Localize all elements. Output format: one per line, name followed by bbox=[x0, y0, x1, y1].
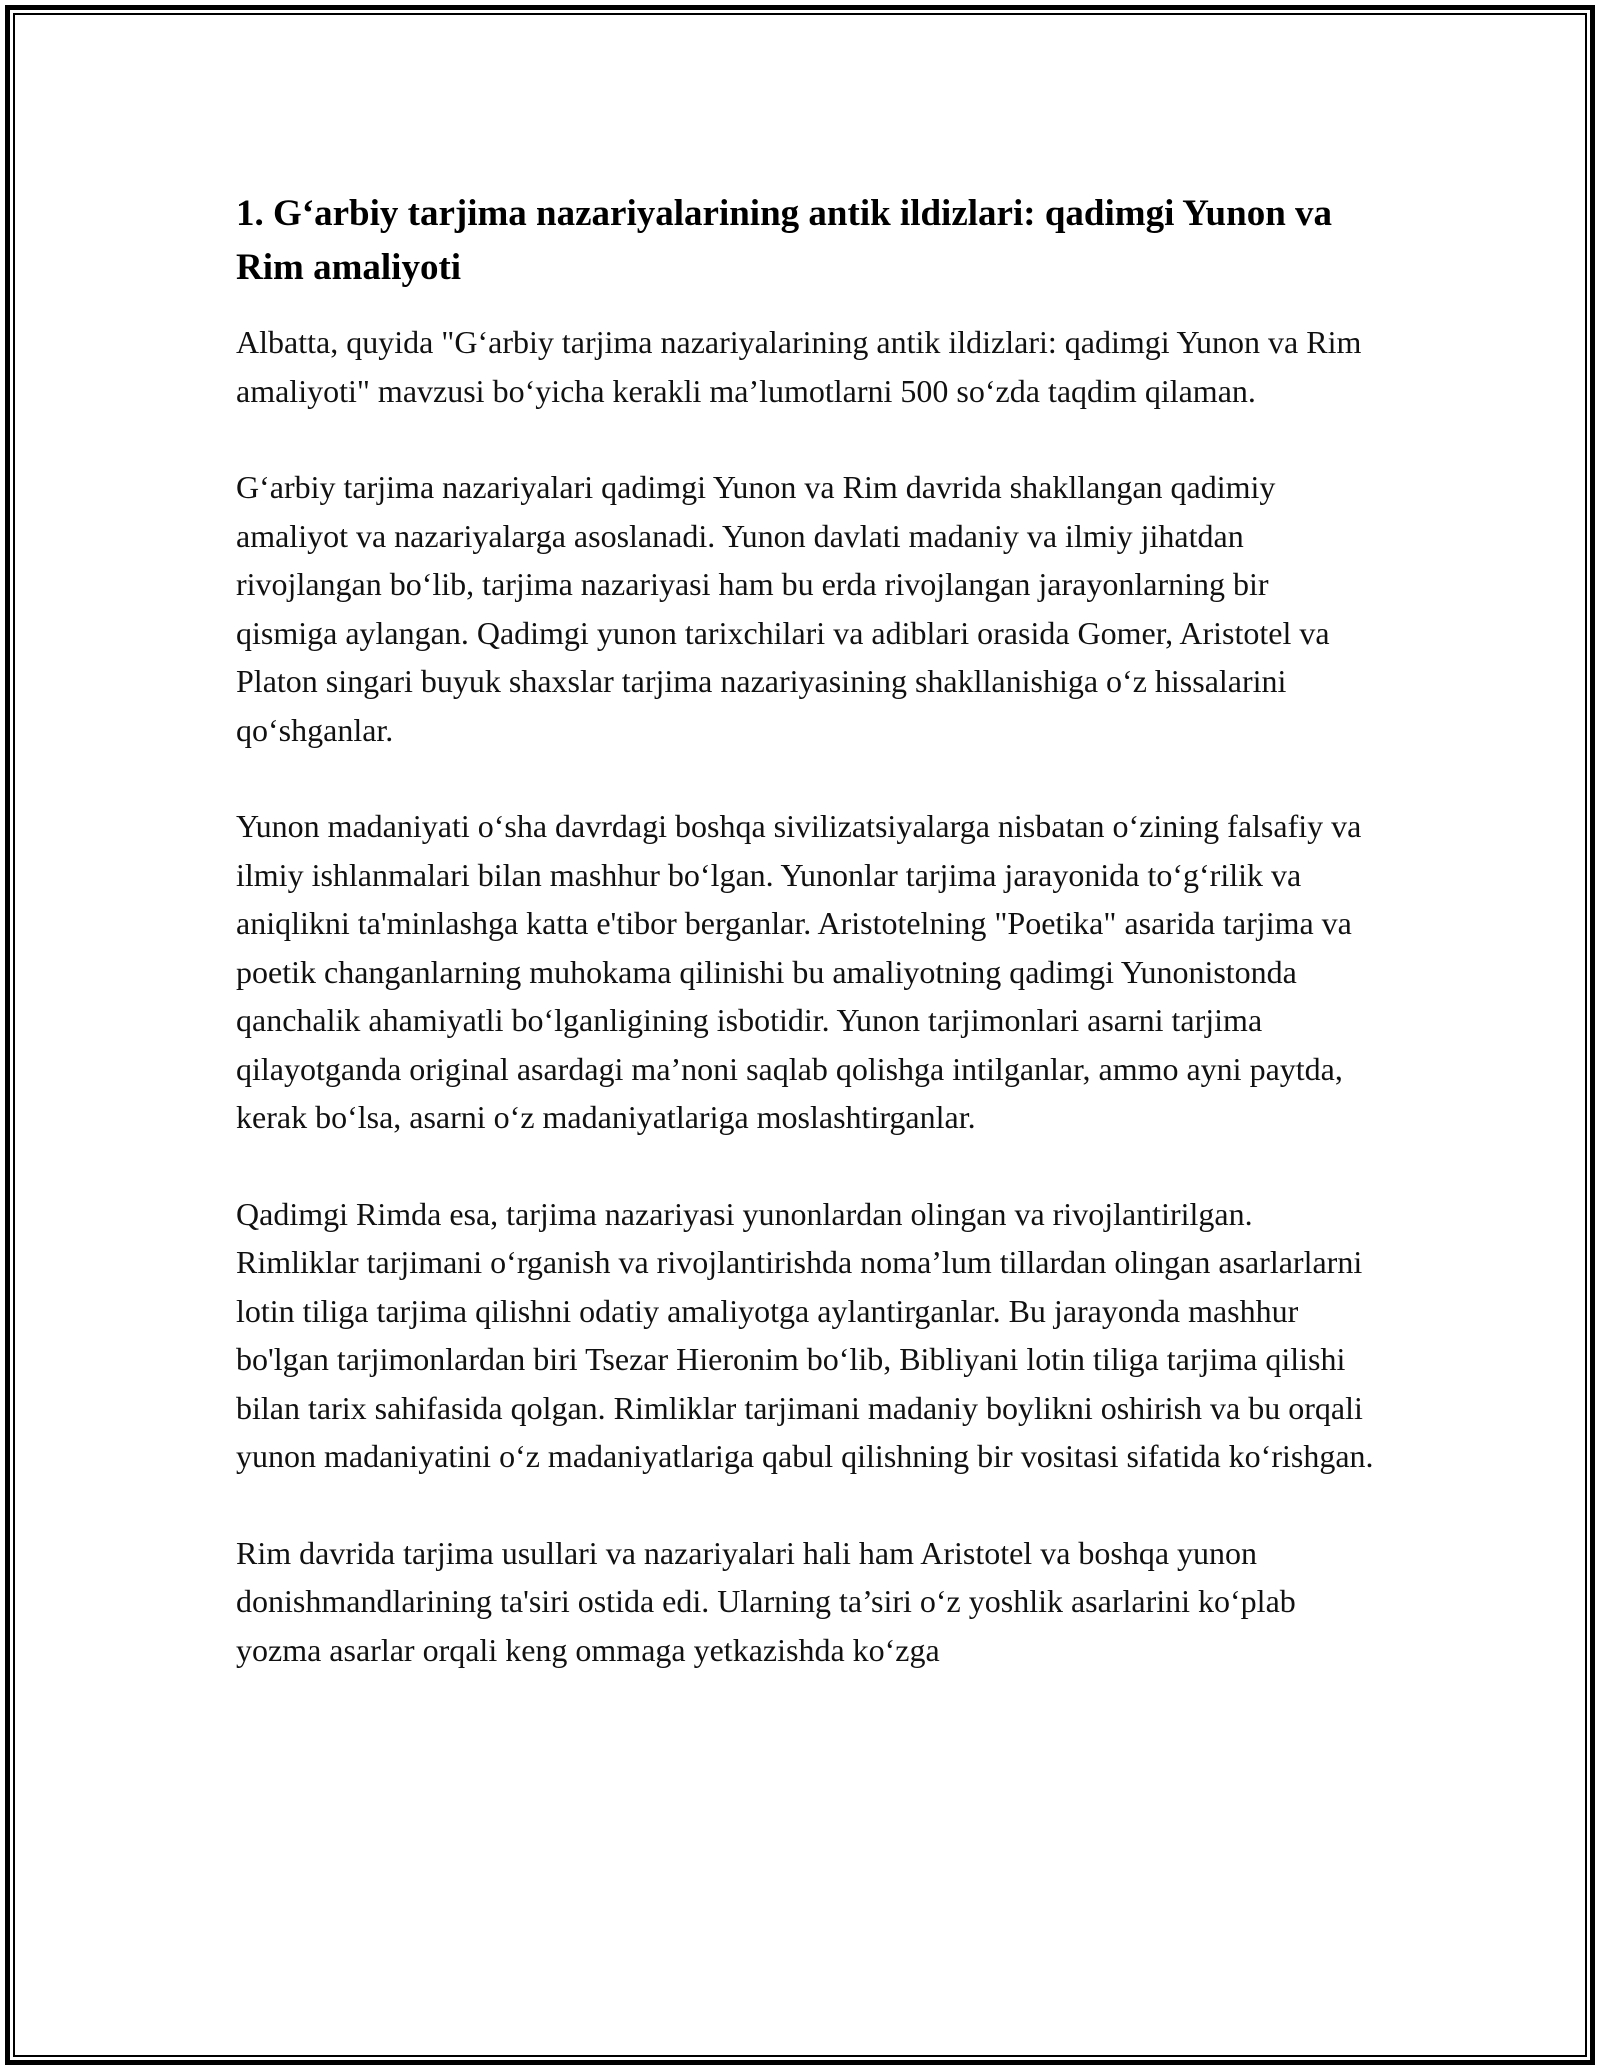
paragraph-ancient-rome: Qadimgi Rimda esa, tarjima nazariyasi yunonlardan olingan va rivojlantirilgan. Rimliklar tarjimani o‘rganish va rivojlantirishda noma’lum tillardan olingan asarlarlarni lotin tiliga tarjima qilishni odatiy amaliyotga aylantirganlar. Bu jarayonda mashhur bo'lgan tarjimonlardan biri Tsezar Hieronim bo‘lib, Bibliyani lotin tiliga tarjima qilishi bilan tarix sahifasida qolgan. Rimliklar tarjimani madaniy boylikni oshirish va bu orqali yunon madaniyatini o‘z madaniyatlariga qabul qilishning bir vositasi sifatida ko‘rishgan. bbox=[236, 1195, 1374, 1474]
paragraph-greek-culture: Yunon madaniyati o‘sha davrdagi boshqa sivilizatsiyalarga nisbatan o‘zining falsafiy va ilmiy ishlanmalari bilan mashhur bo‘lgan. Yunonlar tarjima jarayonida to‘g‘rilik va aniqlikni ta'minlashga katta e'tibor berganlar. Aristotelning "Poetika" asarida tarjima va poetik changanlarning muhokama qilinishi bu amaliyotning qadimgi Yunonistonda qanchalik ahamiyatli bo‘lganligining isbotidir. Yunon tarjimonlari asarni tarjima qilayotganda original asardagi ma’noni saqlab qolishga intilganlar, ammo ayni paytda, kerak bo‘lsa, asarni o‘z madaniyatlariga moslashtirganlar. bbox=[236, 808, 1362, 1135]
paragraph-rome-period: Rim davrida tarjima usullari va nazariyalari hali ham Aristotel va boshqa yunon donishmandlarining ta'siri ostida edi. Ularning ta’siri o‘z yoshlik asarlarini ko‘plab yozma asarlar orqali keng ommaga yetkazishda ko‘zga bbox=[236, 1534, 1296, 1668]
document-body bbox=[236, 187, 1376, 1722]
paragraph-greek-roots: G‘arbiy tarjima nazariyalari qadimgi Yunon va Rim davrida shakllangan qadimiy amaliyot va nazariyalarga asoslanadi. Yunon davlati madaniy va ilmiy jihatdan rivojlangan bo‘lib, tarjima nazariyasi ham bu erda rivojlangan jarayonlarning bir qismiga aylangan. Qadimgi yunon tarixchilari va adiblari orasida Gomer, Aristotel va Platon singari buyuk shaxslar tarjima nazariyasining shakllanishiga o‘z hissalarini qo‘shganlar. bbox=[236, 469, 1330, 748]
paragraph-intro: Albatta, quyida "G‘arbiy tarjima nazariyalarining antik ildizlari: qadimgi Yunon va Rim amaliyoti" mavzusi bo‘yicha kerakli ma’lumotlarni 500 so‘zda taqdim qilaman. bbox=[236, 324, 1362, 409]
section-heading: 1. G‘arbiy tarjima nazariyalarining antik ildizlari: qadimgi Yunon va Rim amaliyoti bbox=[236, 193, 1333, 288]
